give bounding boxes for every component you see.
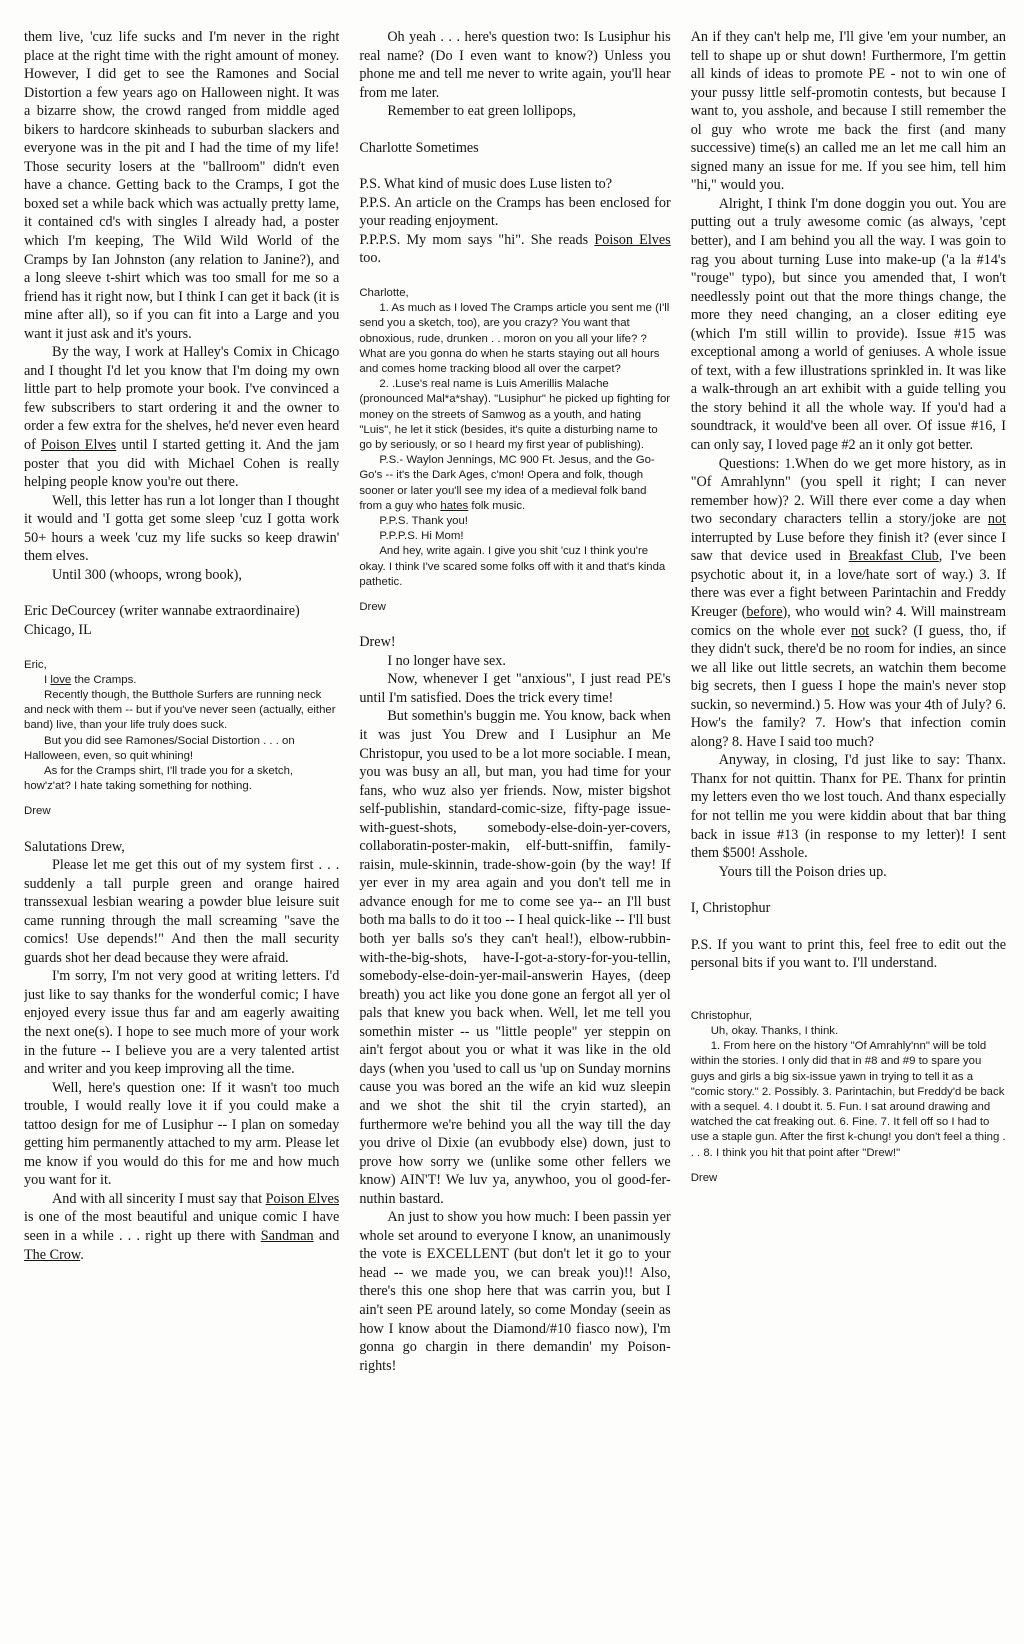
text-run: ), who would win? 4. Will mainstream comics on the whole ever [690, 603, 1006, 639]
title-sandman: Sandman [260, 1228, 314, 1245]
reply-paragraph: 1. As much as I loved The Cramps article you sent me (I'll send you a sketch, too), are you crazy? You want that obnoxious, rude, drunken . . moron on you all your life? ?What are you gonna do when he starts staying out all hours and comes home tracking blood all over the carpet? [359, 302, 670, 376]
text-run: Questions: 1.When do we get more history, as in "Of Amrahlynn" (you spell it right; I can never remember how)? 2. Will there ever come a day when two secondary characters tellin a story/joke are [690, 455, 1006, 528]
text-run: is one of the most beautiful and unique comic I have seen in a while . . . right up there with [24, 1209, 340, 1245]
reply-paragraph: Uh, okay. Thanks, I think. [710, 1025, 839, 1037]
underlined-word: before [746, 603, 783, 620]
reply-signature: Drew [24, 805, 51, 818]
title-breakfast-club: Breakfast Club [848, 548, 939, 565]
column-middle [359, 28, 670, 1638]
reply-signature: Drew [690, 1171, 718, 1184]
reply-paragraph: P.P.P.S. Hi Mom! [379, 530, 464, 543]
letter-salutation: Salutations Drew, [24, 838, 125, 855]
letter-paragraph: Well, here's question one: If it wasn't too much trouble, I would really love it if you could make a tattoo design for me of Lusiphur -- I plan on someday getting him permanently attached to my arm. Please let me know if you would do this for me and how much you want for it. [24, 1079, 340, 1189]
letter-closing: Remember to eat green lollipops, [387, 103, 577, 120]
postscript: P.S. If you want to print this, feel free to edit out the personal bits if you want to. I'll understand. [690, 936, 1006, 972]
letter-closing: Until 300 (whoops, wrong book), [52, 566, 242, 583]
text-run: P.S.- Waylon Jennings, MC 900 Ft. Jesus, and the Go-Go's -- it's the Dark Ages, c'mon! Opera and folk, though sooner or later you'll see my idea of a medieval folk band from a guy who [359, 454, 655, 512]
letter-christophur [359, 633, 670, 1375]
letter-paragraph: An just to show you how much: I been passin yer whole set around to everyone I know, an unanimously the vote is EXCELLENT (but don't let it go to your head -- we made you, we can break you)!! Also, there's this one shop here that was carrin you, but I ain't seen PE around lately, so come Monday (seein as how I know about the Diamond/#10 fiasco now), I'm gonna go chargin in there demandin' my Poison-rights! [359, 1209, 671, 1374]
text-run: folk music. [468, 499, 526, 512]
text-run: . [80, 1246, 84, 1263]
postscript: P.P.S. An article on the Cramps has been enclosed for your reading enjoyment. [359, 194, 671, 230]
text-run: , I've been psychotic about it, in a love/hate sort of way.) 3. If there was ever a fight between Parintachin and Freddy Kreuger ( [690, 548, 1006, 620]
letter-paragraph: Alright, I think I'm done doggin you out. You are putting out a truly awesome comic (as always, 'cept better), and I am behind you all the way. I was goin to rag you about turning Luse into make-up ('a la #14's "rouge" typo), but since you amended that, I won't needlessly point out that the more things change, the more they need changing, an a closer editing eye (which I'm still willin to provide). Issue #15 was exceptional among a world of geniuses. A whole issue of text, with a few illustrations sprinkled in. It was like a walk-through an art exhibit with a guide telling you the story behind it all the whole way. If you'd had a soundtrack, it would've been all over. Of issue #16, I can only say, I loved page #2 an it only got better. [690, 195, 1006, 454]
underlined-word: hates [440, 499, 469, 512]
underlined-word: not [987, 511, 1006, 528]
underlined-word: love [50, 673, 72, 686]
letter-paragraph [691, 455, 1006, 752]
reply-salutation: Christophur, [690, 1009, 753, 1022]
text-run: too. [359, 250, 381, 267]
reply-paragraph: 2. .Luse's real name is Luis Amerillis Malache (pronounced Mal*a*shay). "Lusiphur" he picked up fighting for money on the streets of Samwog as a youth, and hating "Luis", he let it stick (besides, it's quite a disturbing name to go by seriously, or so I heard my first year of publishing). [359, 378, 671, 452]
letter-charlotte-continued [359, 28, 670, 268]
reply-paragraph: P.P.S. Thank you! [379, 515, 468, 528]
signature-name: Eric DeCourcey (writer wannabe extraordinaire) [24, 603, 300, 620]
reply-paragraph [24, 673, 339, 688]
letter-paragraph: Now, whenever I get "anxious", I just read PE's until I'm satisfied. Does the trick every time! [359, 671, 671, 706]
letter-paragraph: Oh yeah . . . here's question two: Is Lusiphur his real name? (Do I even want to know?) Unless you phone me and tell me never to write again, you'll hear from me later. [359, 29, 671, 101]
title-poison-elves: Poison Elves [41, 437, 117, 454]
reply-paragraph: And hey, write again. I give you shit 'cuz I think you're okay. I think I've scared some folks off with it and that's kinda pathetic. [359, 545, 666, 588]
letter-salutation: Drew! [359, 634, 396, 651]
letter-closing: Yours till the Poison dries up. [718, 863, 887, 880]
reply-to-christophur [691, 1009, 1006, 1186]
letter-paragraph: Please let me get this out of my system first . . . suddenly a tall purple green and orange haired transsexual lesbian wearing a powder blue leisure suit came running through the mall screaming "save the comics! Use depends!" And then the mall security guards shot her dead because they were afraid. [24, 857, 340, 966]
text-run: P.P.P.S. My mom says "hi". She reads [359, 231, 595, 248]
reply-signature: Drew [359, 601, 386, 614]
reply-salutation: Eric, [24, 658, 47, 671]
reply-paragraph [359, 453, 670, 514]
letter-paragraph: But somethin's buggin me. You know, back when it was just You Drew and I Lusiphur an Me Christopur, you used to be a lot more sociable. I mean, you was busy an all, but man, you had time for your fans, who wuz also yer friends. Now, mister bigshot self-publishin, standard-comic-size, fifty-page issue-with-guest-shots, somebody-else-doin-yer-covers, collaboratin-poster-makin, elf-butt-sniffin, family-raisin, mule-skinnin, trade-show-goin (by the way! If yer ever in my area again and you don't tell me in advance enough for me to come see ya-- an I'll bust both ma balls to do it too -- I heal quick-like -- I'll bust both yer balls so's they can't heal!), elbow-rubbin-with-the-big-shots, have-I-got-a-story-for-you-tellin, somebody-else-doin-yer-mail-answerin Hayes, (deep breath) you act like you done gone an fergot all yer ol pals that knew you back when. Well, let me tell you somethin mister -- us "little people" yer steppin on ain't fergot about you or what it was like in the old days (when you 'used to call us 'up on Sunday mornins cause you was bored an the wife an kid wuz sleepin and we shot the shit til the cryin started), an furthermore we're behind you all the way till the day you drive ol Dixie (an evubbody else) down, just to prove how sorry we (unlike some other fellers we know) AIN'T! We luv ya, anywhoo, you ol good-fer-nuthin bastard. [359, 708, 671, 1207]
signature-name: I, Christophur [690, 900, 771, 917]
letter-paragraph: them live, 'cuz life sucks and I'm never in the right place at the right time with the right amount of money. However, I did get to see the Ramones and Social Distortion a few years ago on Halloween night. It was a bizarre show, the crowd ranged from middle aged bikers to hardcore skinheads to suburban slackers and everyone was in the pit and I had the time of my life! Those security losers at the "ballroom" didn't even have a chance. Getting back to the Cramps, I got the boxed set a while back which was actually pretty lame, it contained cd's with singles I already had, a poster which I'm keeping, The Wild Wild World of the Cramps by Ian Johnston (any relation to Janine?), and a long sleeve t-shirt which was too small for me so a friend has it right now, but I think I can get it back (it is mine after all), so if you can fit into a Large and you want it just ask and it's yours. [24, 29, 340, 342]
letter-paragraph [24, 1190, 339, 1264]
title-poison-elves: Poison Elves [265, 1190, 340, 1207]
text-run: the Cramps. [71, 673, 137, 686]
column-right [691, 28, 1006, 1638]
title-the-crow: The Crow [24, 1246, 81, 1263]
letter-paragraph: Well, this letter has run a lot longer than I thought it would and 'I gotta get some sleep 'cuz I gotta work 50+ hours a week 'cuz my life sucks so keep drawin' them elves. [24, 492, 340, 565]
signature-location: Chicago, IL [24, 621, 92, 638]
text-run: and [313, 1228, 340, 1245]
reply-to-eric [24, 658, 339, 820]
text-run: By the way, I work at Halley's Comix in Chicago and I thought I'd let you know that I'm doing my own little part to help promote your book. I've convinced a few subscribers to start ordering it and the owner to order a few extra for the shelves, he'd never even heard of [24, 344, 340, 454]
title-poison-elves: Poison Elves [594, 231, 671, 248]
reply-paragraph: But you did see Ramones/Social Distortion . . . on Halloween, even, so quit whining! [24, 734, 295, 762]
text-run: And with all sincerity I must say that [52, 1190, 266, 1207]
letter-paragraph [24, 343, 339, 491]
letter-eric-continued [24, 28, 339, 640]
letter-paragraph: Anyway, in closing, I'd just like to say: Thanx. Thanx for not quittin. Thanx for PE. Thanx for printin my letters even tho we lost touch. And thanx especially for not tellin me you were kiddin about that bar thing back in issue #13 (in response to my letter)! I sent them $500! Asshole. [690, 752, 1006, 862]
column-left [24, 28, 339, 1638]
letter-paragraph: I'm sorry, I'm not very good at writing letters. I'd just like to say thanks for the wonderful comic; I have enjoyed every issue thus far and am eagerly awaiting the next one(s). I hope to see much more of your work in the future -- I believe you are a very talented artist and writer and you keep improving all the time. [24, 968, 340, 1078]
reply-paragraph: Recently though, the Butthole Surfers are running neck and neck with them -- but if you've never seen (actually, either band) live, than your life truly does suck. [24, 688, 336, 732]
letter-charlotte [24, 838, 339, 1265]
postscript: P.S. What kind of music does Luse listen to? [359, 176, 613, 193]
letter-paragraph: An if they can't help me, I'll give 'em your number, an tell to shape up or shut down! Furthermore, I'm gettin all kinds of ideas to promote PE - not to win one of your pussy little self-promotin contests, but because I want to, you asshole, and because I still remember the ol guy who wrote me back the first (and many successive) time(s) an called me an let me call him an signed many an issue for me. If you see him, tell him "hi," would you. [690, 29, 1006, 194]
text-run: interrupted by Luse before they finish it? (ever since I saw that device used in [690, 529, 1006, 565]
letter-christophur-continued [691, 28, 1006, 973]
postscript [359, 231, 670, 268]
signature-name: Charlotte Sometimes [359, 139, 479, 156]
text-run: I [44, 673, 51, 686]
text-run: until I started getting it. And the jam poster that you did with Michael Cohen is really helping people know you're out there. [24, 437, 340, 491]
reply-paragraph: As for the Cramps shirt, I'll trade you for a sketch, how'z'at? I hate taking something for nothing. [24, 764, 294, 793]
letter-paragraph: I no longer have sex. [387, 652, 506, 669]
reply-paragraph: 1. From here on the history "Of Amrahly'nn" will be told within the stories. I only did that in #8 and #9 to spare you guys and girls a big six-issue yawn in trying to tell it as a "comic story." 2. Possibly. 3. Parintachin, but Freddy'd be back with a sequel. 4. I doubt it. 5. Fun. I sat around drawing and watched the cat freaking out. 6. Fine. 7. It fell off so I had to use a staple gun. After the first k-chung! you don't feel a thing . . . 8. I think you hit that point after "Drew!" [690, 1040, 1006, 1159]
reply-to-charlotte [359, 286, 670, 615]
reply-salutation: Charlotte, [359, 287, 409, 300]
text-run: suck? (I guess, tho, if they didn't suck, there'd be no room for indies, an since we all like out little secrets, an watchin them become big secrets, then I guess I hope the main's never stop suckin, so nevermind.) 5. How was your 4th of July? 6. How's the family? 7. How's that infection comin along? 8. Have I said too much? [690, 622, 1006, 750]
underlined-word: not [851, 622, 870, 639]
